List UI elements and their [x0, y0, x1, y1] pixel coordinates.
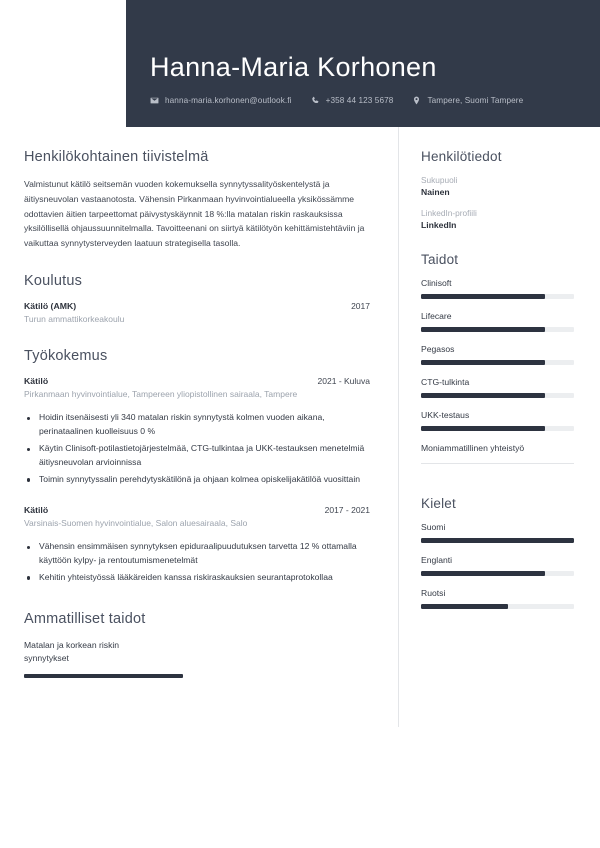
sidebar-column: [398, 127, 600, 727]
experience-bullet-list: [24, 540, 370, 585]
language-level-track: [421, 604, 574, 609]
list-item: Toimin synnytyssalin perehdytyskätilönä ja ohjaan kolmea opiskelijakätilöä vuosittain: [24, 473, 370, 487]
section-professional-skills: [24, 611, 370, 679]
section-summary: [24, 149, 370, 251]
contact-phone: [311, 96, 394, 105]
language-level-track: [421, 538, 574, 543]
section-skills: [421, 252, 574, 464]
skill-item-moniammatillinen-yhteistyo: [421, 443, 574, 464]
education-entry-institution: Turun ammattikorkeakoulu: [24, 313, 125, 324]
skill-item-clinisoft: [421, 278, 574, 299]
education-entry: [24, 301, 370, 326]
language-item-suomi: [421, 522, 574, 543]
list-item: Käytin Clinisoft-potilastietojärjestelmää, CTG-tulkintaa ja UKK-testauksen menetelmiä äitiysneuvolan arvioinnissa: [24, 442, 370, 470]
skill-level-track: [421, 426, 574, 431]
personal-info-pair-gender: [421, 175, 574, 197]
summary-text: Valmistunut kätilö seitsemän vuoden kokemuksella synnytyssalityöskentelystä ja äitiysneuvolan vastaanotosta. Vähensin Pirkanmaan hyvinvointialueella yksikössämme odottavien äitien tarpeettomat päivystyskäynnit 18 %:lla matalan riskin raskauksissa yksilöllisellä ohjaussuunnitelmalla. Tavoitteenani on siirtyä kätilötyön kehittämistehtäviin ja vaikuttaa synnytysterveyden laatuun strategisella tasolla.: [24, 179, 365, 249]
header-banner: [126, 0, 600, 127]
linkedin-value[interactable]: LinkedIn: [421, 220, 457, 230]
section-personal-info: [421, 149, 574, 230]
skill-level-track: [421, 327, 574, 332]
skill-label: Moniammatillinen yhteistyö: [421, 443, 525, 453]
professional-skills-heading: Ammatilliset taidot: [24, 610, 146, 627]
education-entry-head: [24, 301, 370, 311]
language-label: Englanti: [421, 555, 453, 565]
skill-level-track: [421, 393, 574, 398]
education-entry-date: 2017: [351, 300, 370, 311]
skill-level-fill: [421, 294, 545, 299]
skill-label: CTG-tulkinta: [421, 377, 470, 387]
page-title: Hanna-Maria Korhonen: [150, 51, 437, 82]
section-experience: [24, 348, 370, 585]
experience-entry-head: [24, 376, 370, 386]
gender-value: Nainen: [421, 187, 450, 197]
skill-item-lifecare: [421, 311, 574, 332]
professional-skill-bar: [24, 674, 183, 678]
skill-item-ukk-testaus: [421, 410, 574, 431]
professional-skill-item: [24, 639, 370, 679]
skill-item-ctg-tulkinta: [421, 377, 574, 398]
skill-level-fill: [421, 426, 545, 431]
language-item-englanti: [421, 555, 574, 576]
experience-entry-title: Kätilö: [24, 376, 49, 387]
education-entry-title: Kätilö (AMK): [24, 300, 77, 311]
contact-email-text: hanna-maria.korhonen@outlook.fi: [165, 96, 292, 105]
contact-row: [150, 96, 600, 105]
list-item: Vähensin ensimmäisen synnytyksen epiduraalipuudutuksen tarvetta 12 % ottamalla käyttöön kylpy- ja rentoutumismenetelmät: [24, 540, 370, 568]
phone-icon: [311, 96, 320, 105]
experience-entry-head: [24, 505, 370, 515]
language-level-fill: [421, 604, 508, 609]
resume-body: [0, 127, 600, 727]
skill-level-fill: [421, 393, 545, 398]
experience-entry: [24, 376, 370, 487]
personal-info-heading: Henkilötiedot: [421, 149, 502, 164]
main-column: [0, 127, 398, 727]
list-item: Kehitin yhteistyössä lääkäreiden kanssa riskiraskauksien seurantaprotokollaa: [24, 571, 370, 585]
skills-heading: Taidot: [421, 252, 459, 267]
professional-skill-label: Matalan ja korkean riskin synnytykset: [24, 639, 120, 664]
section-languages: [421, 496, 574, 609]
experience-entry-employer: Varsinais-Suomen hyvinvointialue, Salon aluesairaala, Salo: [24, 517, 248, 528]
skill-level-track: [421, 294, 574, 299]
language-level-fill: [421, 571, 545, 576]
personal-info-pair-linkedin: [421, 208, 574, 230]
language-label: Suomi: [421, 522, 446, 532]
contact-location: [412, 96, 523, 105]
experience-heading: Työkokemus: [24, 348, 108, 365]
skill-divider: [421, 463, 574, 464]
languages-heading: Kielet: [421, 496, 456, 511]
skill-item-pegasos: [421, 344, 574, 365]
skill-label: Clinisoft: [421, 278, 452, 288]
skill-label: Lifecare: [421, 311, 452, 321]
summary-heading: Henkilökohtainen tiivistelmä: [24, 149, 209, 165]
location-pin-icon: [412, 96, 421, 105]
gender-label: Sukupuoli: [421, 175, 458, 185]
experience-bullet-list: [24, 411, 370, 487]
email-icon: [150, 96, 159, 105]
skill-level-track: [421, 360, 574, 365]
skill-level-fill: [421, 360, 545, 365]
language-level-track: [421, 571, 574, 576]
experience-entry-date: 2021 - Kuluva: [317, 376, 370, 387]
education-heading: Koulutus: [24, 272, 83, 289]
contact-location-text: Tampere, Suomi Tampere: [427, 96, 524, 105]
skill-level-fill: [421, 327, 545, 332]
skill-label: UKK-testaus: [421, 410, 470, 420]
language-label: Ruotsi: [421, 588, 446, 598]
experience-entry-date: 2017 - 2021: [324, 504, 370, 515]
experience-entry: [24, 505, 370, 585]
section-education: [24, 273, 370, 326]
experience-entry-title: Kätilö: [24, 504, 49, 515]
skill-label: Pegasos: [421, 344, 455, 354]
linkedin-label: LinkedIn-profiili: [421, 208, 477, 218]
language-item-ruotsi: [421, 588, 574, 609]
contact-email: [150, 96, 292, 105]
list-item: Hoidin itsenäisesti yli 340 matalan riskin synnytystä kolmen vuoden aikana, perinataalinen kuolleisuus 0 %: [24, 411, 370, 439]
experience-entry-employer: Pirkanmaan hyvinvointialue, Tampereen yliopistollinen sairaala, Tampere: [24, 389, 298, 400]
language-level-fill: [421, 538, 574, 543]
contact-phone-text: +358 44 123 5678: [325, 96, 394, 105]
sidebar-spacer: [421, 486, 574, 496]
